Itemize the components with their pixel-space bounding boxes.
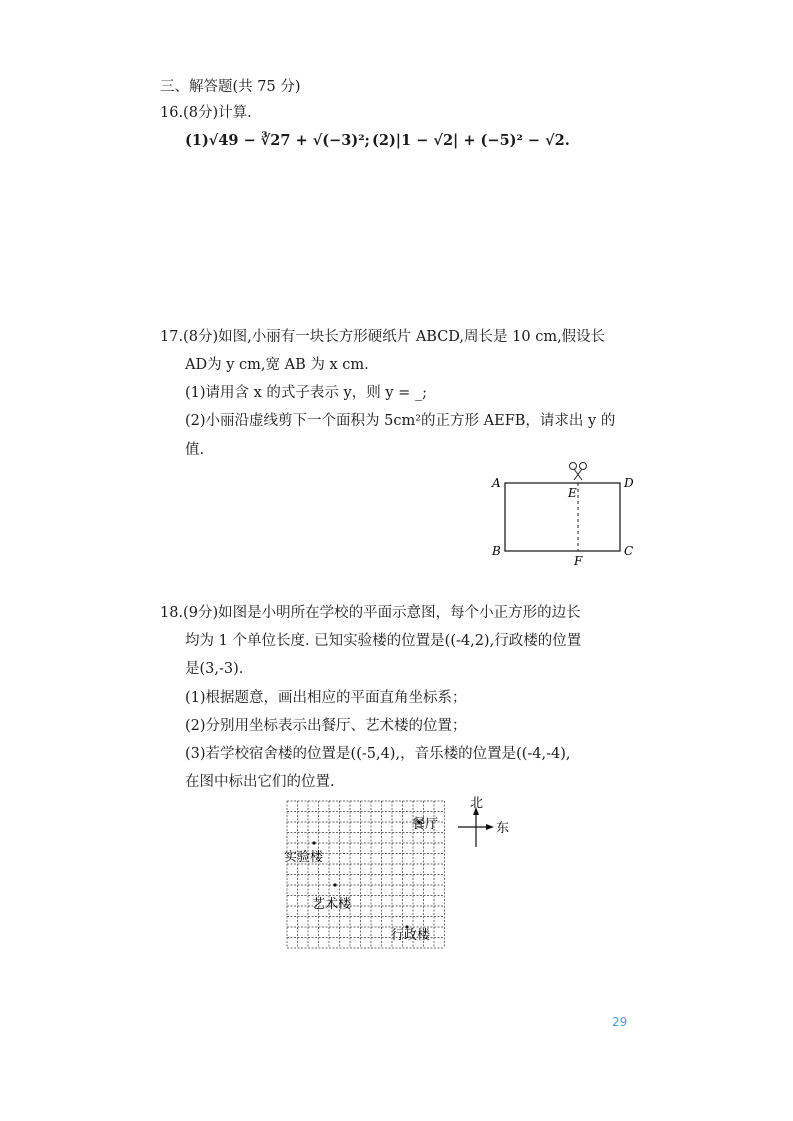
art-label: 艺术楼	[312, 897, 352, 912]
section-title: 三、解答题(共 75 分)	[160, 79, 301, 95]
q18-line1: 18.(9分)如图是小明所在学校的平面示意图，每个小正方形的边长	[160, 605, 581, 621]
lab-label: 实验楼	[284, 850, 324, 865]
scissors-icon	[570, 463, 587, 481]
admin-label: 行政楼	[391, 928, 431, 943]
q17-line2: AD为 y cm,宽 AB 为 x cm.	[185, 357, 369, 373]
q16-part1: (1)√49 − ∛27 + √(−3)²;	[185, 132, 370, 149]
label-f: F	[574, 554, 583, 568]
page-number: 29	[612, 1015, 628, 1029]
canteen-label: 餐厅	[412, 817, 439, 832]
rectangle-figure	[485, 460, 640, 570]
q18-line3: 是(3,-3).	[185, 661, 244, 677]
q17-line1: 17.(8分)如图,小丽有一块长方形硬纸片 ABCD,周长是 10 cm,假设长	[160, 329, 606, 345]
q18-line4: (1)根据题意，画出相应的平面直角坐标系；	[185, 690, 467, 706]
rectangle-abcd	[505, 483, 620, 551]
q16-stem: 16.(8分)计算.	[160, 105, 252, 121]
label-d: D	[624, 476, 634, 490]
label-c: C	[624, 544, 634, 558]
north-label: 北	[470, 796, 484, 811]
label-b: B	[492, 544, 501, 558]
lab-dot	[312, 841, 315, 844]
q18-line6: (3)若学校宿舍楼的位置是((-5,4),，音乐楼的位置是((-4,-4),	[185, 746, 571, 762]
east-label: 东	[496, 821, 510, 836]
q17-line4: (2)小丽沿虚线剪下一个面积为 5cm²的正方形 AEFB，请求出 y 的	[185, 413, 616, 429]
compass-icon	[458, 807, 494, 847]
q18-line7: 在图中标出它们的位置.	[185, 774, 335, 790]
q18-line2: 均为 1 个单位长度. 已知实验楼的位置是((-4,2),行政楼的位置	[185, 633, 582, 649]
q16-part2: (2)|1 − √2| + (−5)² − √2.	[372, 132, 570, 149]
label-e: E	[568, 486, 577, 500]
q17-line5: 值.	[185, 442, 205, 458]
school-map	[280, 795, 520, 960]
q18-line5: (2)分别用坐标表示出餐厅、艺术楼的位置；	[185, 718, 467, 734]
art-dot	[333, 883, 336, 886]
label-a: A	[492, 476, 501, 490]
q17-line3: (1)请用含 x 的式子表示 y，则 y = _;	[185, 385, 428, 401]
